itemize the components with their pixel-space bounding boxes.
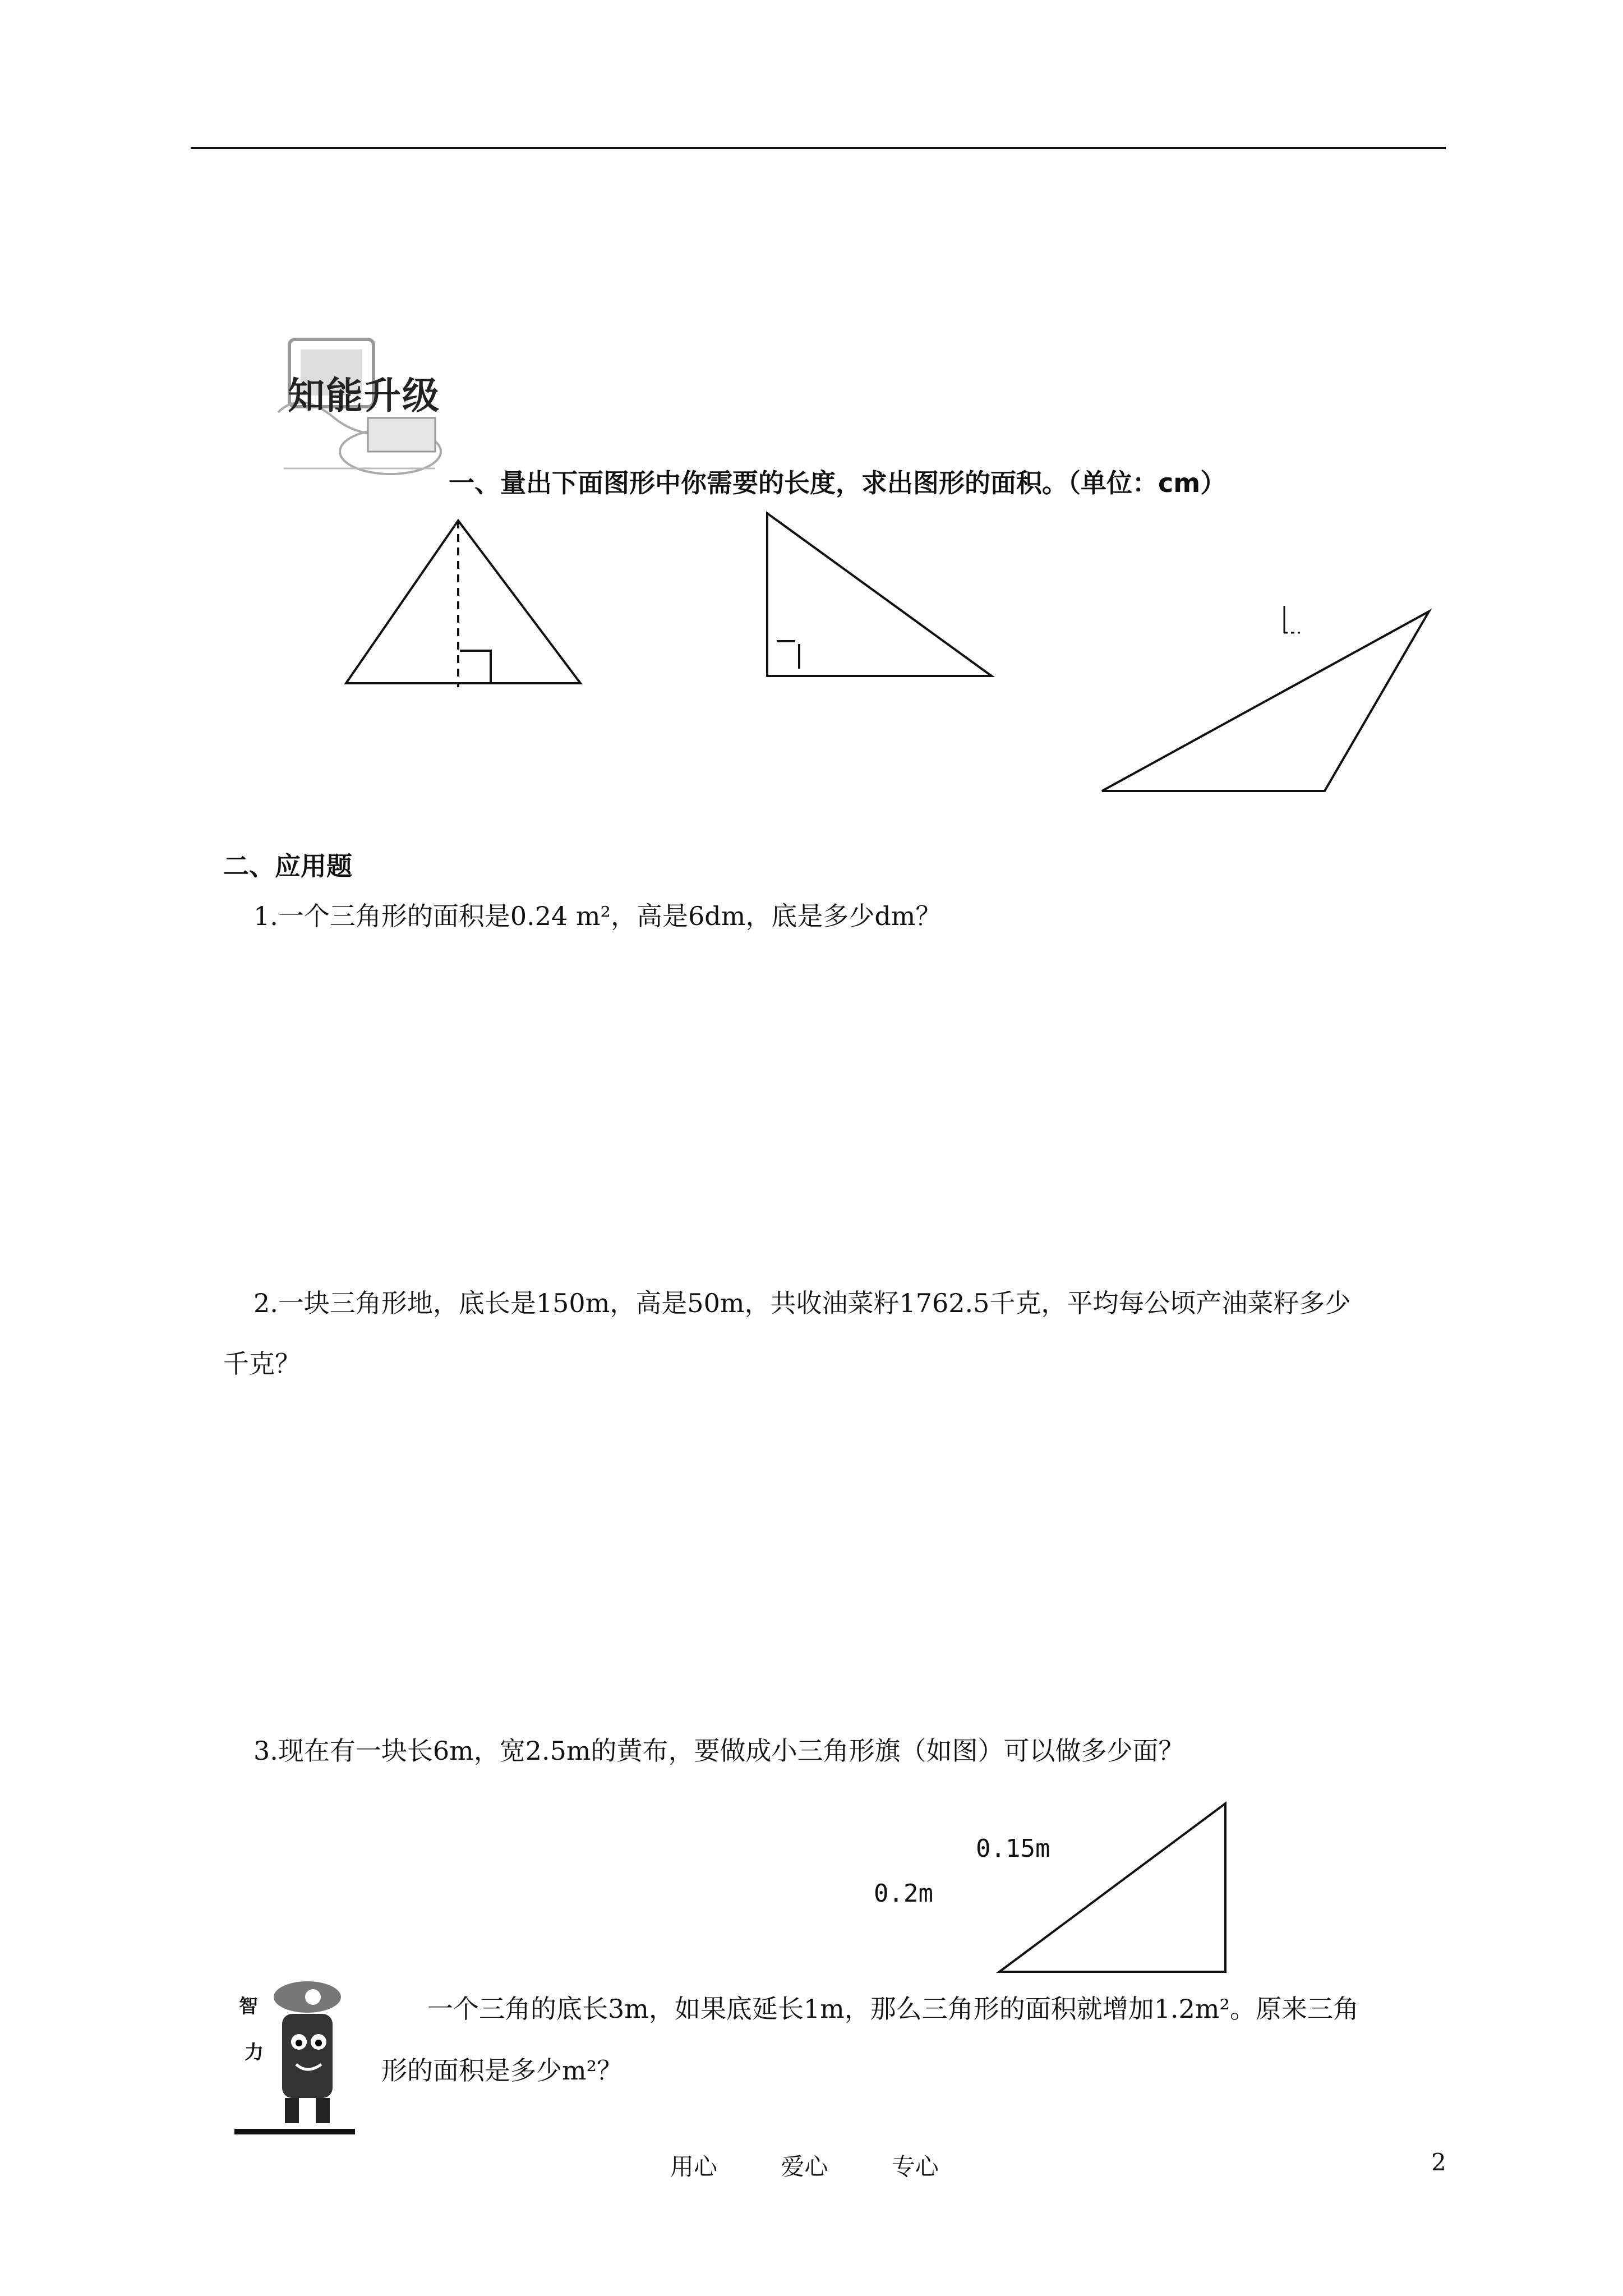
brain-teaser-line1: 一个三角的底长3m，如果底延长1m，那么三角形的面积就增加1.2m²。原来三角 [427,1994,1359,2024]
brain-teaser-line2: 形的面积是多少m²？ [381,2055,623,2086]
badge-label: 知能升级 [288,374,440,417]
flag-label-left: 0.2m [874,1879,933,1908]
page-number: 2 [1431,2148,1446,2176]
triangle-obtuse [1102,606,1429,791]
brain-mascot-icon [229,1975,358,2143]
section2-title: 二、应用题 [223,851,352,881]
footer-item: 爱心 [781,2153,828,2180]
triangle-isosceles [346,521,580,687]
triangle-right [767,513,992,676]
footer-item: 用心 [670,2153,718,2180]
question-2-line1: 2.一块三角形地，底长是150m，高是50m，共收油菜籽1762.5千克，平均每公顷产油菜籽多少 [253,1288,1351,1318]
section1-title: 一、量出下面图形中你需要的长度，求出图形的面积。（单位：cm） [449,468,1227,498]
footer [670,2148,995,2182]
question-3: 3.现在有一块长6m，宽2.5m的黄布，要做成小三角形旗（如图）可以做多少面？ [253,1736,1184,1766]
question-1: 1.一个三角形的面积是0.24 m²，高是6dm，底是多少dm？ [253,901,942,931]
flag-label-top: 0.15m [976,1834,1050,1863]
flag-triangle [999,1803,1225,1972]
footer-item: 专心 [891,2153,939,2180]
mascot-char-2: 力 [245,2041,264,2064]
question-2-line2: 千克？ [223,1349,301,1379]
mascot-char-1: 智 [239,1995,258,2018]
